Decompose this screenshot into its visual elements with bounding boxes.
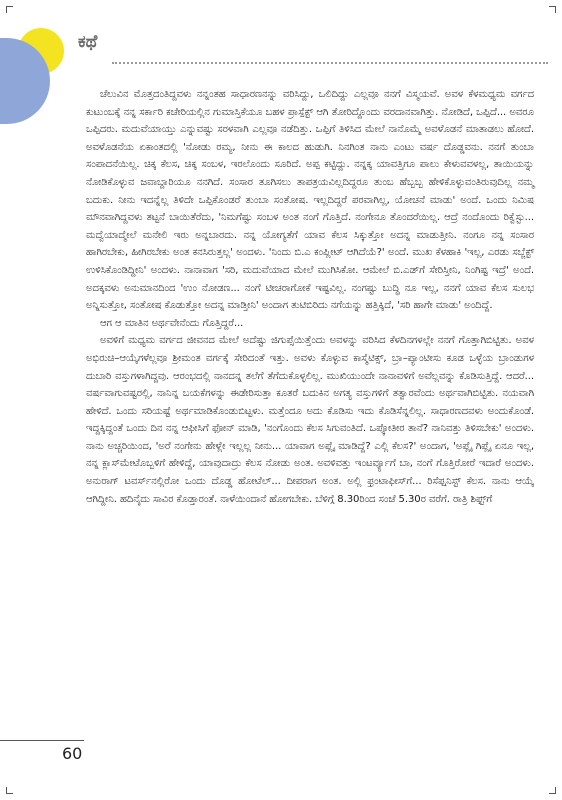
story-body bbox=[86, 86, 534, 508]
paragraph: ಚೆಲುವಿನ ಮೊತ್ತದಂತಿದ್ದವಳು ನನ್ನಂತಹ ಸಾಧಾರಣನನ್ನು ವರಿಸಿದ್ದು, ಒಲಿದಿದ್ದು ಎಲ್ಲವೂ ನನಗೆ ವಿಸ್ಮಯವೆ. ಅವಳ ಕೆಳಮಧ್ಯಮ ವರ್ಗದ ಕುಟುಂಬಕ್ಕೆ ನನ್ನ ಸರ್ಕಾರಿ ಕಚೇರಿಯಲ್ಲಿನ ಗುಮಾಸ್ತಿಕೆಯೂ ಬಹಳ ಪ್ರಾಸ್ಪೆಕ್ಟ್ ಆಗಿ ತೋರಿದ್ದೊಂದು ವರದಾನವಾಗಿತ್ತು. ನೋಡಿದೆ, ಒಪ್ಪಿದೆ... ಅವರೂ ಒಪ್ಪಿದರು. ಮದುವೆಯಾಯ್ತು ಎನ್ನುವಷ್ಟು ಸರಳವಾಗಿ ಎಲ್ಲವೂ ನಡೆದಿತ್ತು. ಒಪ್ಪಿಗೆ ತಿಳಿಸಿದ ಮೇಲೆ ನಾನೊಮ್ಮೆ ಅವಳೊಡನೆ ಮಾತಾಡಲು ಹೋದೆ. ಅವಳೊಡನೆಯ ಏಕಾಂತದಲ್ಲಿ 'ನೋಡು ರಮ್ಯ, ನೀನು ಈ ಕಾಲದ ಹುಡುಗಿ. ನಿನಗಿಂತ ನಾನು ಎಂಟು ವರ್ಷ ದೊಡ್ಡವನು. ನನಗೆ ತುಂಬಾ ಸಂಪಾದನೆಯಿಲ್ಲ. ಚಿಕ್ಕ ಕೆಲಸ, ಚಿಕ್ಕ ಸಂಬಳ, ಇರಲೊಂದು ಸೂರಿದೆ. ಅಪ್ಪ ಕಟ್ಟಿದ್ದು. ನನ್ನಕ್ಕ ಯಾವತ್ತಿಗೂ ಪಾಲು ಕೇಳುವವಳಲ್ಲ, ತಾಯಿಯನ್ನು ನೋಡಿಕೊಳ್ಳುವ ಜವಾಬ್ದಾರಿಯೂ ನನಗಿದೆ. ಸಂಸಾರ ತೂಗಿಸಲು ತಾಪತ್ರಯವಿಲ್ಲದಿದ್ದರೂ ತುಂಬ ಹೆಬ್ಬಬ್ಬ ಹೇಳಿಕೊಳ್ಳುವಂತಿರುವುದಿಲ್ಲ ನಮ್ಮ ಬದುಕು. ನೀನು ಇದನ್ನೆಲ್ಲ ತಿಳಿದೇ ಒಪ್ಪಿಕೊಂಡರೆ ತುಂಬಾ ಸಂತೋಷ. ಇಲ್ಲದಿದ್ದರೆ ಪರವಾಗಿಲ್ಲ, ಯೋಚನೆ ಮಾಡು' ಅಂದೆ. ಒಂದು ನಿಮಿಷ ಮೌನವಾಗಿದ್ದವಳು ತಟ್ಟನೆ ಬಾಯಿತೆರೆದು, 'ನಿಮಗೆಷ್ಟು ಸಂಬಳ ಅಂತ ನಂಗೆ ಗೊತ್ತಿದೆ. ನಂಗೇನೂ ತೊಂದರೆಯಿಲ್ಲ. ಆದ್ರೆ ನಂದೊಂದು ರಿಕ್ವೆಸ್ಟು... ಮದ್ವೆಯಾದ್ಮೇಲೆ ಮನೇಲಿ ಇರು ಅನ್ನಬಾರದು. ನನ್ನ ಯೋಗ್ಯತೆಗೆ ಯಾವ ಕೆಲಸ ಸಿಕ್ಕುತ್ತೋ ಅದನ್ನ ಮಾಡುತ್ತೀನಿ. ನಂಗೂ ನನ್ನ ಸಂಸಾರ ಹಾಗಿರಬೇಕು, ಹೀಗಿರಬೇಕು ಅಂತ ಕನಸಿರುತ್ತಲ್ಲ' ಅಂದಳು. 'ನಿಂದು ಬಿ.ಎ ಕಂಪ್ಲೀಟ್ ಆಗಿದೆಯೆ?' ಅಂದೆ. ಮುಖ ಕೆಳಹಾಕಿ 'ಇಲ್ಲ, ಎರಡು ಸಬ್ಜೆಕ್ಟ್ ಉಳಿಸಿಕೊಂಡಿದ್ದೀನಿ' ಅಂದಳು. ನಾನಾವಾಗ 'ಸರಿ, ಮದುವೆಯಾದ ಮೇಲೆ ಮುಗಿಸಿಕೋ. ಆಮೇಲೆ ಬಿ.ಎಡ್‌ಗೆ ಸೇರಿಸ್ತೀನಿ, ನಿಂಗಿಷ್ಟ ಇದ್ರೆ' ಅಂದೆ. ಅದಕ್ಕವಳು ಅನುಮಾನದಿಂದ 'ಉಂ ನೋಡಣ... ನಂಗೆ ಟೀಚರಾಗೋಕೆ ಇಷ್ಟವಿಲ್ಲ. ನಂಗಷ್ಟು ಬುದ್ಧಿ ನೂ ಇಲ್ಲ, ನನಗೆ ಯಾವ ಕೆಲಸ ಸುಲಭ ಅನ್ನಿಸುತ್ತೋ, ಸಂತೋಷ ಕೊಡುತ್ತೋ ಅದನ್ನ ಮಾಡ್ತೀನಿ' ಅಂದಾಗ ತುಟಿಬಿರಿದು ನಗೆಯನ್ನು ಹತ್ತಿಕ್ಕಿದೆ, 'ಸರಿ ಹಾಗೇ ಮಾಡು' ಅಂದಿದ್ದೆ. bbox=[86, 89, 534, 312]
crop-mark-bottom-right bbox=[549, 787, 556, 794]
paragraph: ಆಗ ಆ ಮಾತಿನ ಅರ್ಥವೇನೆಂದು ಗೊತ್ತಿದ್ದರೆ... bbox=[100, 317, 244, 329]
crop-mark-top-right bbox=[549, 6, 556, 13]
footer-rule bbox=[0, 740, 84, 741]
paragraph: ಅವಳಿಗೆ ಮಧ್ಯಮ ವರ್ಗದ ಜೀವನದ ಮೇಲೆ ಅದೆಷ್ಟು ಜಿಗುಪ್ಸೆಯಿತ್ತೆಂದು ಅವಳನ್ನು ವರಿಸಿದ ಕೆಳದಿನಗಳಲ್ಲೇ ನನಗೆ ಗೊತ್ತಾಗಿಬಿಟ್ಟಿತು. ಅವಳ ಅಭಿರುಚಿ–ಆಯ್ಕೆಗಳೆಲ್ಲವೂ ಶ್ರೀಮಂತ ವರ್ಗಕ್ಕೆ ಸೇರಿದಂತೆ ಇತ್ತು. ಅವಳು ಕೊಳ್ಳುವ ಕಾಸ್ಮೆಟಿಕ್ಸ್, ಬ್ರಾ–ಪ್ಯಾಂಟೀಸು ಕೂಡ ಒಳ್ಳೆಯ ಬ್ರಾಂಡುಗಳ ದುಬಾರಿ ವಸ್ತುಗಳಾಗಿದ್ದವು. ಆರಂಭದಲ್ಲಿ ನಾನದನ್ನ ತಲೆಗೆ ತೆಗೆದುಕೊಳ್ಳಲಿಲ್ಲ. ಮುಖಿಯುಂದೇ ನಾನಾವಳಿಗೆ ಅವೆಲ್ಲವನ್ನು ಕೊಡಿಸುತ್ತಿದ್ದೆ. ಆದರೆ... ವರ್ಷವಾಗುವಷ್ಟರಲ್ಲಿ, ನಾನಿನ್ನ ಬಯಕೆಗಳನ್ನು ಈಡೇರಿಸುತ್ತಾ ಕೂತರೆ ಬದುಕಿನ ಅಗತ್ಯ ವಸ್ತುಗಳಿಗೆ ತತ್ವಾರವೆಂದು ಅರ್ಥವಾಗಿಬಿಟ್ಟಿತು. ನಯವಾಗಿ ಹೇಳಿದೆ. ಒಂದು ಸರಿಯಷ್ಟೆ ಅರ್ಥಮಾಡಿಕೊಂಡುಬಿಟ್ಟಳು. ಮತ್ತೆಂದೂ ಅದು ಕೊಡಿಸು ಇದು ಕೊಡಿಸೆನ್ನಲಿಲ್ಲ. ಸಾಧಾರಣದವಳು ಅಂದುಕೊಂಡೆ. ಇದ್ದಕ್ಕಿದ್ದಂತೆ ಒಂದು ದಿನ ನನ್ನ ಆಫೀಸಿಗೆ ಫೋನ್ ಮಾಡಿ, 'ನಂಗೊಂದು ಕೆಲಸ ಸಿಗುವಂತಿದೆ. ಒಪ್ಕೋತೀರ ತಾನೆ? ನಾನಿವತ್ತು ತಿಳಿಸಬೇಕು' ಅಂದಳು. ನಾನು ಅಚ್ಚರಿಯಿಂದ, 'ಅರೆ ನಂಗೇನು ಹೇಳ್ಲೇ ಇಲ್ಲಲ್ಲ ನೀನು... ಯಾವಾಗ ಅಪ್ಲೈ ಮಾಡಿದ್ದೆ? ಎಲ್ಲಿ ಕೆಲಸ?' ಅಂದಾಗ, 'ಅಪ್ಲೈ ಗಿಪ್ಲೈ ಏನೂ ಇಲ್ಲ, ನನ್ನ ಕ್ಲಾಸ್‌ಮೇಟೊಬ್ಬಳಿಗೆ ಹೇಳಿದ್ದೆ, ಯಾವುದಾದ್ರು ಕೆಲಸ ನೋಡು ಅಂತ. ಅವಳಿವತ್ತು ಇಂಟರ್ವ್ಯೂಗೆ ಬಾ, ನಂಗೆ ಗೊತ್ತಿರೋರೆ ಇದಾರೆ ಅಂದಳು. ಅನುರಾಗ್ ಟವರ್ಸ್‌ನಲ್ಲಿರೋ ಒಂದು ದೊಡ್ಡ ಹೋಟೆಲ್... ದೀಪರಾಗ ಅಂತ. ಅಲ್ಲಿ ಫ್ರಂಟಾಫೀಸ್‌ಗೆ... ರಿಸೆಪ್ಷನಿಸ್ಟ್ ಕೆಲಸ. ನಾನು ಆಯ್ಕೆ ಆಗಿದ್ದೀನಿ. ಹದಿನೈದು ಸಾವಿರ ಕೊಡ್ತಾರಂತೆ. ನಾಳೆಯಿಂದಾನೆ ಹೋಗಬೇಕು. ಬೆಳಿಗ್ಗೆ 8.30ರಿಂದ ಸಂಜೆ 5.30ರ ವರೆಗೆ. ರಾತ್ರಿ ಶಿಫ್ಟ್‌ಗೆ bbox=[86, 335, 534, 505]
crop-mark-bottom-left bbox=[6, 787, 13, 794]
section-title: ಕಥೆ bbox=[78, 32, 98, 52]
crop-mark-top-left bbox=[6, 6, 13, 13]
header-dotted-rule bbox=[112, 62, 548, 64]
page-number: 60 bbox=[62, 744, 83, 763]
